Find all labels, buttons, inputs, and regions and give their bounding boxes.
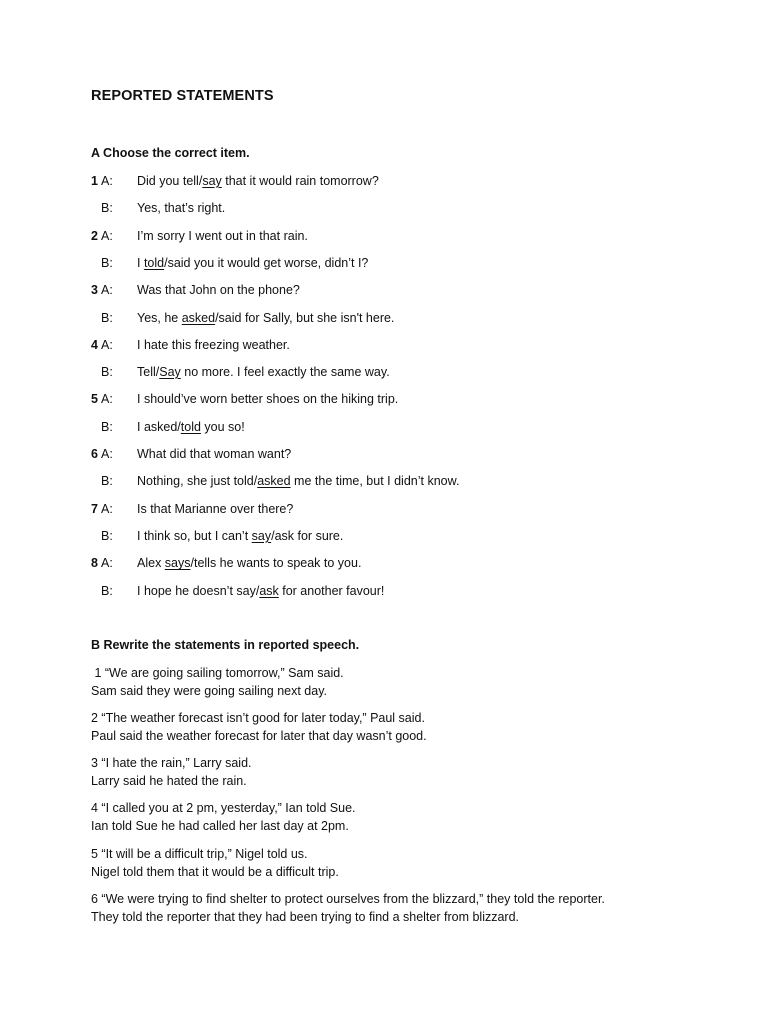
dialogue-text-part: no more. I feel exactly the same way. — [180, 365, 390, 380]
item-number: 4 — [91, 337, 98, 352]
rewrite-item-3 — [91, 754, 252, 790]
selected-option: asked — [257, 474, 291, 489]
reported-answer: Ian told Sue he had called her last day at 2pm. — [91, 819, 349, 833]
speaker-label-a: A: — [101, 174, 113, 188]
dialogue-line-3-b — [0, 309, 768, 327]
item-number: 7 — [91, 501, 98, 516]
dialogue-text — [137, 172, 379, 190]
speaker-label-a: A: — [101, 447, 113, 461]
dialogue-text — [137, 227, 308, 245]
dialogue-text-part: I hope he doesn’t say/ — [137, 583, 260, 598]
dialogue-text — [137, 254, 368, 272]
dialogue-text-part: I — [137, 255, 144, 270]
dialogue-text — [137, 390, 398, 408]
dialogue-text-part: /ask for sure. — [271, 528, 344, 543]
section-a-heading: A Choose the correct item. — [91, 146, 250, 160]
rewrite-item-6 — [91, 890, 605, 926]
dialogue-line-6-a — [0, 445, 768, 463]
rewrite-item-1 — [91, 664, 344, 700]
dialogue-text — [137, 309, 394, 327]
dialogue-line-2-b — [0, 254, 768, 272]
rewrite-item-4 — [91, 799, 356, 835]
dialogue-text-part: for another favour! — [278, 583, 385, 598]
dialogue-text-part: Yes, he — [137, 310, 182, 325]
direct-statement: 6 “We were trying to find shelter to protect ourselves from the blizzard,” they told the reporter. — [91, 892, 605, 906]
speaker-label-b: B: — [101, 310, 113, 325]
speaker-label-b: B: — [101, 419, 113, 434]
speaker-label-b: B: — [101, 255, 113, 270]
dialogue-text — [137, 281, 300, 299]
direct-statement: 2 “The weather forecast isn’t good for later today,” Paul said. — [91, 711, 425, 725]
dialogue-text — [137, 527, 343, 545]
reported-answer: Paul said the weather forecast for later that day wasn’t good. — [91, 729, 427, 743]
direct-statement: 4 “I called you at 2 pm, yesterday,” Ian told Sue. — [91, 801, 356, 815]
selected-option: told — [180, 419, 201, 434]
dialogue-line-8-b — [0, 582, 768, 600]
speaker-label-b: B: — [101, 583, 113, 598]
page-title: REPORTED STATEMENTS — [91, 88, 274, 104]
dialogue-text-part: Nothing, she just told/ — [137, 474, 258, 489]
dialogue-line-1-b — [0, 199, 768, 217]
rewrite-item-5 — [91, 845, 339, 881]
reported-answer: Larry said he hated the rain. — [91, 774, 247, 788]
dialogue-text — [137, 418, 245, 436]
dialogue-text-part: that it would rain tomorrow? — [221, 174, 379, 188]
reported-answer: Sam said they were going sailing next day. — [91, 684, 328, 698]
selected-option: told — [143, 255, 165, 270]
dialogue-line-8-a — [0, 554, 768, 572]
dialogue-line-3-a — [0, 281, 768, 299]
dialogue-text-part: I should’ve worn better shoes on the hiking trip. — [137, 392, 399, 407]
dialogue-line-5-b — [0, 418, 768, 436]
speaker-label-b: B: — [101, 528, 113, 543]
dialogue-line-2-a — [0, 227, 768, 245]
dialogue-text — [137, 554, 361, 572]
dialogue-text-part: I think so, but I can’t — [137, 528, 252, 543]
speaker-label-a: A: — [101, 556, 113, 571]
dialogue-text — [137, 336, 290, 354]
dialogue-line-4-a — [0, 336, 768, 354]
dialogue-text — [137, 445, 291, 463]
speaker-label-a: A: — [101, 337, 113, 352]
rewrite-item-2 — [91, 709, 427, 745]
reported-answer: Nigel told them that it would be a difficult trip. — [91, 865, 339, 879]
direct-statement: 5 “It will be a difficult trip,” Nigel told us. — [91, 847, 308, 861]
dialogue-line-1-a — [0, 172, 768, 190]
speaker-label-a: A: — [101, 392, 113, 407]
dialogue-line-4-b — [0, 363, 768, 381]
selected-option: say — [202, 174, 222, 188]
dialogue-text-part: /said you it would get worse, didn’t I? — [164, 255, 369, 270]
dialogue-line-5-a — [0, 390, 768, 408]
item-number: 5 — [91, 392, 98, 407]
dialogue-line-7-a — [0, 500, 768, 518]
speaker-label-a: A: — [101, 501, 113, 516]
speaker-label-a: A: — [101, 228, 113, 243]
dialogue-text-part: Was that John on the phone? — [137, 283, 300, 298]
dialogue-text-part: What did that woman want? — [137, 447, 292, 461]
section-b-heading: B Rewrite the statements in reported speech. — [91, 638, 360, 652]
speaker-label-b: B: — [101, 474, 113, 489]
selected-option: say — [251, 528, 272, 543]
dialogue-text — [137, 500, 293, 518]
speaker-label-b: B: — [101, 365, 113, 380]
dialogue-text-part: you so! — [200, 419, 245, 434]
dialogue-text-part: I hate this freezing weather. — [137, 337, 290, 352]
dialogue-text-part: Tell/ — [137, 365, 160, 380]
item-number: 2 — [91, 228, 98, 243]
dialogue-text — [137, 582, 384, 600]
dialogue-line-6-b — [0, 472, 768, 490]
selected-option: asked — [181, 310, 216, 325]
dialogue-text — [137, 199, 225, 217]
dialogue-text — [137, 472, 459, 490]
item-number: 8 — [91, 556, 98, 571]
speaker-label-b: B: — [101, 201, 113, 216]
dialogue-text-part: /said for Sally, but she isn't here. — [215, 310, 395, 325]
dialogue-text — [137, 363, 390, 381]
direct-statement: 3 “I hate the rain,” Larry said. — [91, 756, 252, 770]
direct-statement: 1 “We are going sailing tomorrow,” Sam said. — [91, 666, 344, 680]
speaker-label-a: A: — [101, 283, 113, 298]
item-number: 6 — [91, 447, 98, 461]
dialogue-text-part: Is that Marianne over there? — [137, 501, 294, 516]
selected-option: Say — [159, 365, 181, 380]
selected-option: ask — [259, 583, 279, 598]
selected-option: says — [164, 556, 191, 571]
dialogue-line-7-b — [0, 527, 768, 545]
item-number: 3 — [91, 283, 98, 298]
dialogue-text-part: Alex — [137, 556, 165, 571]
dialogue-text-part: /tells he wants to speak to you. — [190, 556, 362, 571]
item-number: 1 — [91, 174, 98, 188]
dialogue-text-part: Did you tell/ — [137, 174, 203, 188]
dialogue-text-part: I’m sorry I went out in that rain. — [137, 228, 308, 243]
dialogue-text-part: Yes, that’s right. — [137, 201, 226, 216]
reported-answer: They told the reporter that they had been trying to find a shelter from blizzard. — [91, 910, 520, 924]
dialogue-text-part: me the time, but I didn’t know. — [290, 474, 460, 489]
dialogue-text-part: I asked/ — [137, 419, 181, 434]
